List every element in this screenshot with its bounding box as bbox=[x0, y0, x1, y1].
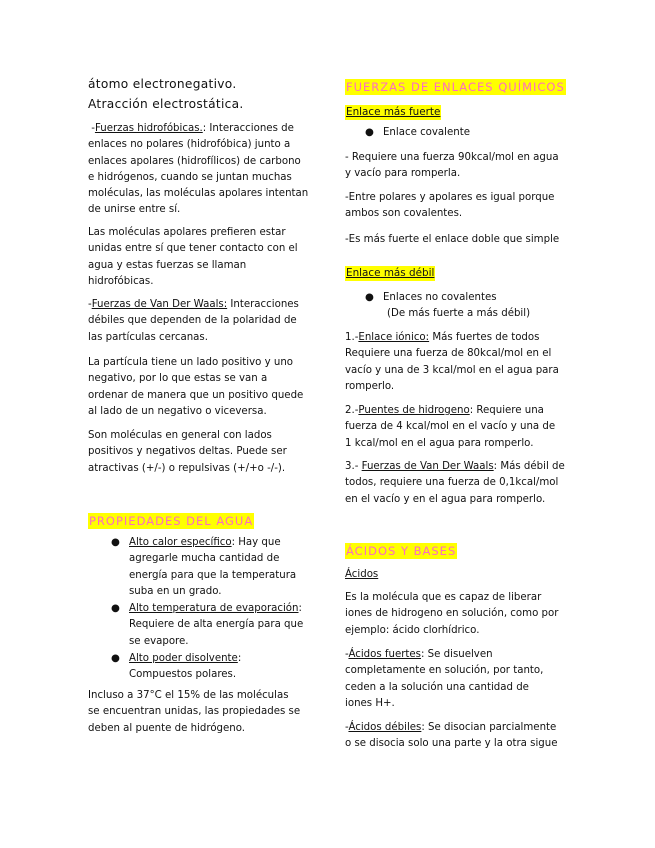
hydrophobic-prefix: - bbox=[91, 123, 95, 134]
closing-paragraph: Incluso a 37°C el 15% de las moléculas se encuentran unidas, las propiedades se deben al puente de hidrógeno. bbox=[88, 690, 301, 734]
ionic-paragraph bbox=[345, 330, 561, 395]
vdw-bond-title: Fuerzas de Van Der Waals bbox=[361, 461, 494, 472]
bullet-icon: ● bbox=[111, 537, 120, 548]
strong-bond-p1: - Requiere una fuerza 90kcal/mol en agua y vacío para romperla. bbox=[345, 152, 559, 180]
vdw-paragraph bbox=[88, 297, 310, 346]
strong-bond-p2: -Entre polares y apolares es igual porque ambos son covalentes. bbox=[345, 192, 555, 220]
hbond-paragraph bbox=[345, 403, 563, 452]
vdw-title: Fuerzas de Van Der Waals: bbox=[91, 299, 228, 310]
list-item bbox=[111, 601, 307, 650]
weak-acids-prefix: - bbox=[345, 722, 349, 733]
apolar-paragraph: Las moléculas apolares prefieren estar unidas entre sí que tener contacto con el agua y estas fuerzas se llaman hidrofóbicas. bbox=[88, 227, 298, 287]
bonds-heading bbox=[345, 76, 566, 95]
strong-bond-title-text: Enlace más fuerte bbox=[346, 106, 441, 118]
strong-bond-title bbox=[345, 100, 441, 120]
water-item-text: : Compuestos polares. bbox=[129, 653, 242, 681]
water-item-text: : Requiere de alta energía para que se evapore. bbox=[129, 603, 304, 647]
acids-heading bbox=[345, 540, 457, 559]
hbond-text: : Requiere una fuerza de 4 kcal/mol en el vacío y una de 1 kcal/mol en el agua para romperlo. bbox=[345, 405, 556, 449]
weak-bond-title-text: Enlace más débil bbox=[346, 267, 435, 279]
strong-bond-list bbox=[365, 125, 563, 141]
strong-acids-text: : Se disuelven completamente en solución, por tanto, ceden a la solución una cantidad de iones H+. bbox=[345, 649, 544, 709]
water-item-title: Alto temperatura de evaporación bbox=[129, 603, 299, 615]
weak-acids-paragraph bbox=[345, 720, 565, 753]
weak-bond-title bbox=[345, 261, 435, 281]
water-item-title: Alto calor específico bbox=[129, 537, 232, 548]
strong-bond-item: Enlace covalente bbox=[383, 127, 470, 138]
list-item bbox=[365, 290, 567, 323]
vdw-bond-paragraph bbox=[345, 459, 565, 508]
ionic-prefix: 1.- bbox=[345, 332, 359, 343]
acids-heading-text: ÁCIDOS Y BASES bbox=[346, 544, 457, 558]
water-properties-list bbox=[111, 535, 307, 684]
weak-acids-title: Ácidos débiles bbox=[348, 722, 422, 733]
water-heading bbox=[88, 510, 254, 529]
bullet-icon: ● bbox=[365, 127, 374, 138]
vdw-bond-prefix: 3.- bbox=[345, 461, 362, 472]
list-item bbox=[111, 535, 307, 600]
hbond-title: Puentes de hidrogeno bbox=[358, 405, 470, 416]
bullet-icon: ● bbox=[111, 603, 120, 615]
bonds-heading-text: FUERZAS DE ENLACES QUÍMICOS bbox=[346, 80, 565, 94]
strong-acids-prefix: - bbox=[345, 649, 349, 660]
hydrophobic-paragraph bbox=[88, 121, 310, 219]
particle-paragraph: La partícula tiene un lado positivo y uno negativo, por lo que estas se van a ordenar de manera que un positivo quede al lado de un negativo o viceversa. bbox=[88, 357, 304, 417]
hydrophobic-text: : Interacciones de enlaces no polares (hidrofóbica) junto a enlaces apolares (hidrofílicos) de carbono e hidrógenos, cuando se juntan muchas moléculas, las moléculas apolares intentan de unirse entre sí. bbox=[88, 123, 309, 216]
list-item bbox=[111, 651, 307, 684]
strong-acids-paragraph bbox=[345, 647, 555, 712]
weak-acids-text: : Se disocian parcialmente o se disocia solo una parte y la otra sigue bbox=[345, 722, 558, 750]
vdw-prefix: - bbox=[88, 299, 92, 310]
ionic-text: Más fuertes de todos Requiere una fuerza de 80kcal/mol en el vacío y una de 3 kcal/mol en el agua para romperlo. bbox=[345, 332, 559, 392]
intro-paragraph: átomo electronegativo. Atracción electrostática. bbox=[88, 77, 244, 111]
water-item-title: Alto poder disolvente bbox=[129, 653, 238, 665]
weak-bond-item-sub: (De más fuerte a más débil) bbox=[387, 308, 531, 320]
vdw-text: Interacciones débiles que dependen de la polaridad de las partículas cercanas. bbox=[88, 299, 299, 343]
water-item-text: : Hay que agregarle mucha cantidad de energía para que la temperatura suba en un grado. bbox=[129, 537, 297, 597]
molecules-paragraph: Son moléculas en general con lados positivos y negativos deltas. Puede ser atractivas (+/-) o repulsivas (+/+o -/-). bbox=[88, 430, 287, 474]
ionic-title: Enlace iónico: bbox=[358, 332, 430, 343]
strong-acids-title: Ácidos fuertes bbox=[348, 649, 421, 660]
vdw-bond-text: : Más débil de todos, requiere una fuerza de 0,1kcal/mol en el vacío y en el agua para romperlo. bbox=[345, 461, 565, 505]
bullet-icon: ● bbox=[365, 292, 374, 303]
list-item bbox=[365, 125, 563, 141]
acids-title: Ácidos bbox=[345, 569, 379, 580]
water-heading-text: PROPIEDADES DEL AGUA bbox=[89, 514, 254, 528]
hydrophobic-title: Fuerzas hidrofóbicas. bbox=[94, 123, 203, 134]
acids-definition: Es la molécula que es capaz de liberar iones de hidrogeno en solución, como por ejemplo: ácido clorhídrico. bbox=[345, 592, 559, 636]
strong-bond-p3: -Es más fuerte el enlace doble que simple bbox=[345, 234, 560, 245]
hbond-prefix: 2.- bbox=[345, 405, 359, 416]
weak-bond-list bbox=[365, 290, 567, 323]
weak-bond-item: Enlaces no covalentes bbox=[383, 292, 497, 303]
bullet-icon: ● bbox=[111, 653, 120, 665]
